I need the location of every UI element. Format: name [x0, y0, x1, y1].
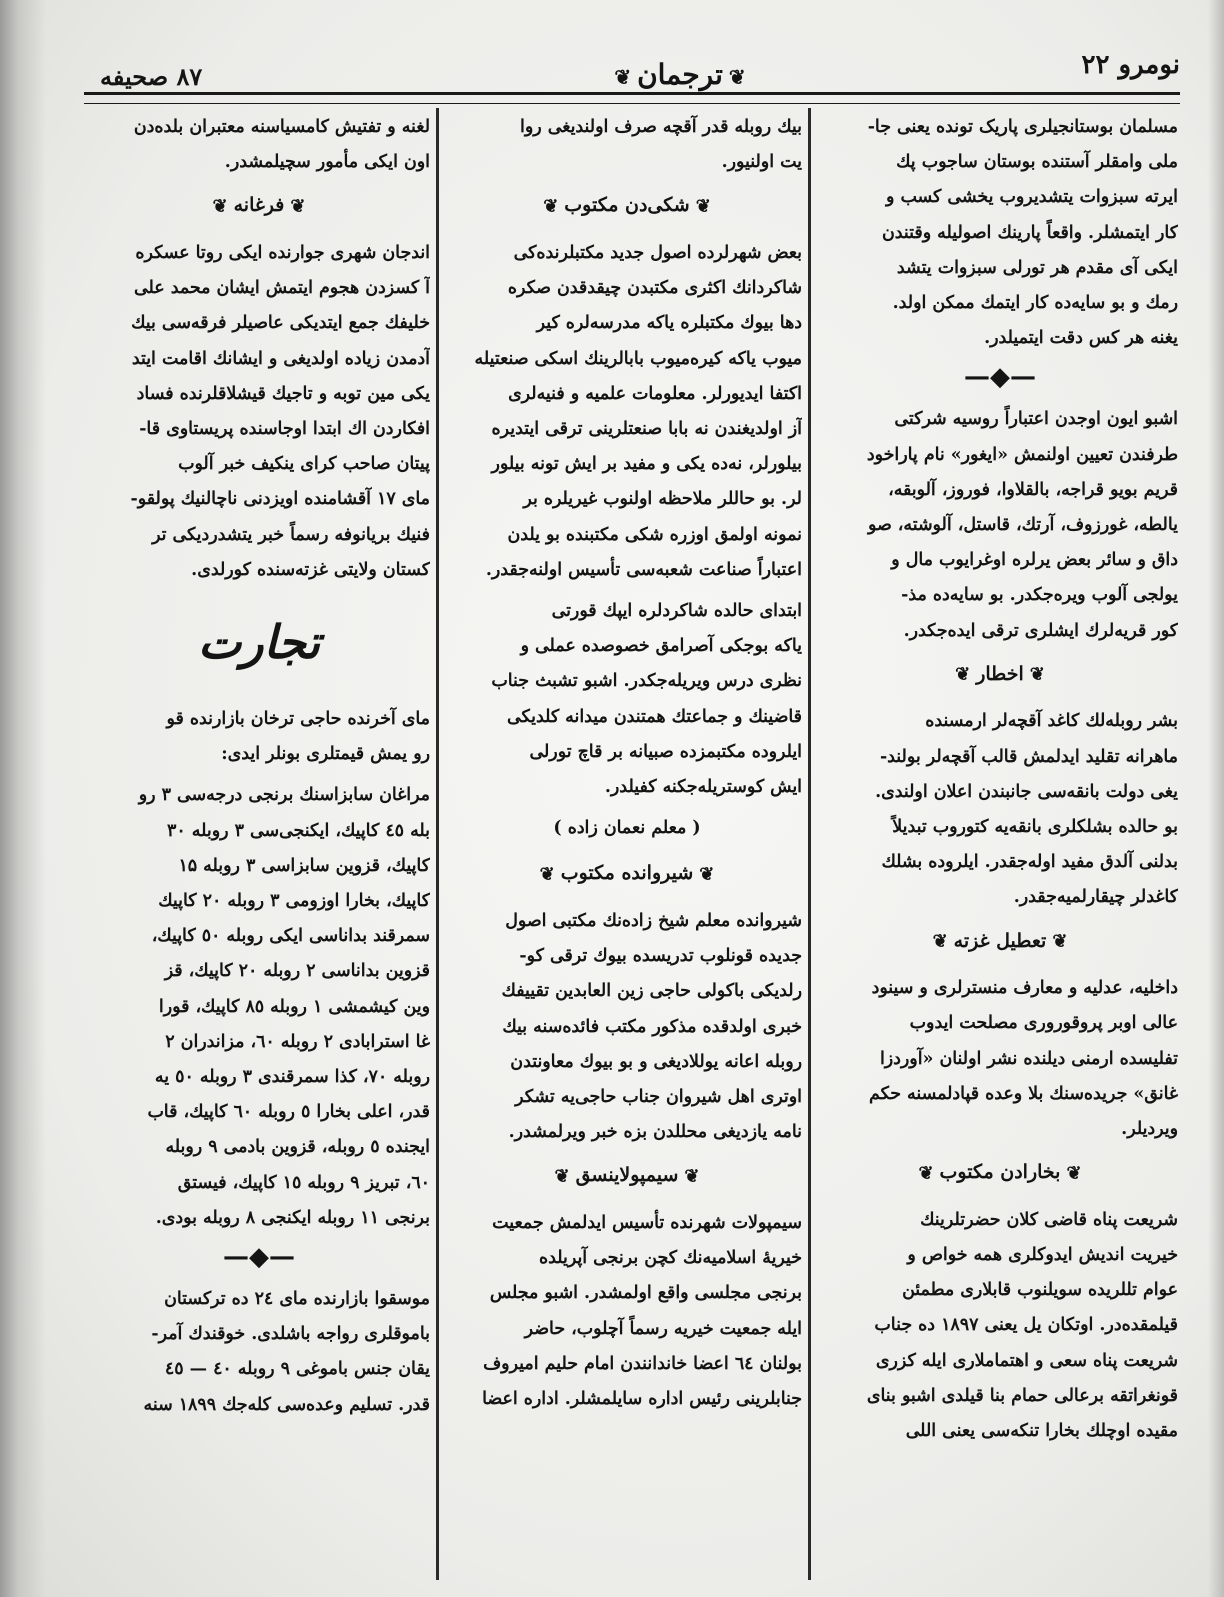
- page-header: [80, 36, 1180, 100]
- text-line: خیریت اندیش ایدوکلری همه خواص و: [907, 1245, 1178, 1266]
- paragraph: [452, 236, 802, 588]
- section-heading: [822, 657, 1178, 693]
- text-line: آدمدن زیاده اولدیغی و ایشانك اقامت ایتد: [131, 348, 430, 369]
- text-line: ملی وامقلر آستنده بوستان ساجوب پك: [896, 152, 1178, 173]
- section-heading: [88, 188, 430, 224]
- section-heading: [822, 1155, 1178, 1191]
- paragraph: [822, 1203, 1178, 1449]
- text-line: یالطه، غورزوف، آرتك، قاستل، آلوشته، صو: [868, 515, 1178, 536]
- text-line: میوب یاکه کیره‌میوب بابالرینك اسکی صنعتیله: [474, 348, 802, 369]
- section-heading: [822, 924, 1178, 960]
- text-line: وین کیشمشی ۱ روبله ۸٥ کاپیك، قورا: [158, 996, 430, 1017]
- text-line: بولنان ٦٤ اعضا خاندانندن امام حلیم امیروف: [483, 1353, 802, 1374]
- ornament-icon: ❦: [543, 195, 559, 217]
- divider-ornament-icon: —◆—: [223, 1242, 295, 1273]
- text-line: ایکی آی مقدم هر تورلی سبزوات یتشد: [896, 257, 1178, 278]
- paragraph: [88, 236, 430, 588]
- text-line: ایجنده ٥ روبله، قزوین بادمی ۹ روبله: [165, 1137, 430, 1158]
- text-line: آ کسزدن هجوم ایتمش ایشان محمد علی: [134, 278, 430, 299]
- column-middle: [452, 110, 802, 1580]
- text-line: یت اولنیور.: [721, 152, 802, 173]
- text-line: جنابلرینی رئیس اداره سایلمشلر. اداره اعضا: [482, 1389, 802, 1410]
- text-line: پیتان صاحب کرای ینکیف خبر آلوب: [178, 454, 430, 475]
- text-line: قزوین بداناسی ۲ روبله ۲۰ کاپیك، قز: [164, 961, 430, 982]
- text-line: شریعت پناه قاضی کلان حضرتلرینك: [920, 1209, 1178, 1230]
- text-line: یکی مین توبه و تاجیك قیشلاقلرنده فساد: [136, 383, 430, 404]
- text-line: یاکه بوجکی آصرامق خصوصده عملی و: [520, 636, 802, 657]
- text-line: شیروانده معلم شیخ زاده‌نك مکتبی اصول: [505, 911, 802, 932]
- text-line: یغنه هر کس دقت ایتمیلدر.: [984, 328, 1178, 349]
- text-line: کاپیك، بخارا اوزومی ۳ روبله ۲۰ کاپیك: [158, 891, 430, 912]
- text-line: بله ٤٥ کاپیك، ایکنجی‌سی ۳ روبله ۳۰: [167, 820, 430, 841]
- text-line: کاپیك، قزوین سابزاسی ۳ روبله ۱۵: [178, 855, 430, 876]
- section-heading: [452, 188, 802, 224]
- text-line: رمك و بو سایه‌ده کار ایتمك ممکن اولد.: [892, 293, 1178, 314]
- text-line: نامه یازدیغی محللدن بزه خبر ویرلمشدر.: [508, 1122, 802, 1143]
- text-line: جدیده قونلوب تدریسده بیوك ترقی کو-: [519, 946, 802, 967]
- ornament-icon: ❦: [918, 1162, 934, 1184]
- text-line: یولجی آلوب ویره‌جکدر. بو سایه‌ده مذ-: [901, 585, 1178, 606]
- text-line: اعتباراً صناعت شعبه‌سی تأسیس اولنه‌جقدر.: [485, 559, 802, 580]
- ornament-icon: ❦: [539, 863, 555, 885]
- text-line: لر. بو حاللر ملاحظه اولنوب غیریلره بر: [523, 489, 802, 510]
- text-line: عوام تللریده سویلنوب قابلاری مطمئن: [902, 1280, 1178, 1301]
- paragraph: [88, 702, 430, 772]
- ornament-icon: ❦: [614, 64, 632, 89]
- text-line: آز اولدیغندن نه بابا صنعتلرینی ترقی ایتدیره: [491, 419, 802, 440]
- text-line: رو یمش قیمتلری بونلر ایدی:: [221, 744, 430, 765]
- text-line: اوتری اهل شیروان جناب حاجی‌یه تشکر: [515, 1087, 802, 1108]
- text-line: ایرته سبزوات یتشدیروب یخشی کسب و: [886, 187, 1178, 208]
- text-line: نظری درس ویریله‌جکدر. اشبو تشبث جناب: [491, 671, 802, 692]
- ornament-icon: ❦: [699, 863, 715, 885]
- section-title: شکی‌دن مکتوب: [564, 194, 690, 217]
- text-line: بیلورلر، نه‌ده یکی و مفید بر ایش تونه بیلور: [491, 454, 802, 475]
- text-line: بعض شهرلرده اصول جدید مکتبلرنده‌کی: [513, 243, 802, 263]
- text-line: شریعت پناه سعی و اهتماملاری ایله کزری: [875, 1350, 1178, 1371]
- paragraph: [88, 778, 430, 1236]
- column-right: [822, 110, 1178, 1580]
- scan-edge-shadow: [0, 0, 46, 1597]
- section-title: فرغانه: [233, 194, 285, 217]
- section-title: تعطیل غزته: [953, 929, 1047, 952]
- text-line: ٦۰، تبریز ۹ روبله ۱٥ کاپیك، فیستق: [177, 1172, 430, 1193]
- section-title: اخطار: [976, 662, 1024, 685]
- paragraph: [822, 971, 1178, 1147]
- text-line: یقان جنس باموغی ۹ روبله ٤۰ — ٤٥: [164, 1359, 430, 1380]
- text-line: ماهرانه تقلید ایدلمش قالب آقچه‌لر بولند-: [879, 746, 1178, 767]
- text-line: قدر. تسلیم وعده‌سی کله‌جك ۱۸۹۹ سنه: [143, 1394, 430, 1415]
- section-title: سیمپولاینسق: [575, 1164, 679, 1187]
- text-line: یغی دولت بانقه‌سی جانبندن اعلان اولندی.: [875, 781, 1178, 802]
- text-line: قریم بویو قراجه، بالقلاوا، فوروز، آلوبقه،: [888, 479, 1178, 500]
- text-line: مسلمان بوستانجیلری پاریک تونده یعنی جا-: [867, 117, 1178, 137]
- ornament-icon: ❦: [554, 1165, 570, 1187]
- text-line: سیمپولات شهرنده تأسیس ایدلمش جمعیت: [492, 1213, 802, 1234]
- text-line: اشبو ایون اوجدن اعتباراً روسیه شرکتی: [894, 409, 1178, 430]
- text-line: دها بیوك مکتبلره یاکه مدرسه‌لره کیر: [536, 313, 802, 334]
- section-title: شیروانده مکتوب: [560, 862, 694, 885]
- text-line: کاغدلر چیقارلمیه‌جقدر.: [1013, 887, 1178, 908]
- text-line: لغنه و تفتیش کامسیاسنه معتبران بلده‌دن: [133, 117, 430, 137]
- text-line: روبله ۷۰، کذا سمرقندی ۳ روبله ٥۰ یه: [154, 1067, 430, 1088]
- paragraph: [88, 1282, 430, 1423]
- ornament-icon: ❦: [728, 64, 746, 89]
- text-line: ابتدای حالده شاکردلره ایپك قورتی: [551, 601, 802, 622]
- text-line: تفلیسده ارمنی دیلنده نشر اولنان «آوردزا: [879, 1048, 1178, 1069]
- text-line: داق و سائر بعض یرلره اوغرایوب مال و: [891, 550, 1178, 571]
- ornament-icon: ❦: [695, 195, 711, 217]
- paragraph: [822, 402, 1178, 648]
- text-line: افکاردن اك ابتدا اوجاسنده پریستاوی قا-: [139, 419, 430, 440]
- scan-edge-shadow: [1208, 0, 1224, 1597]
- text-line: اندجان شهری جوارنده ایکی روتا عسکره: [135, 243, 430, 263]
- text-line: بو حالده بشلکلری بانقه‌یه کتوروب تبدیلاً: [892, 817, 1178, 838]
- issue-number: نومرو ۲۲: [1081, 50, 1180, 80]
- text-line: بدلنی آلدق مفید اوله‌جقدر. ایلروده بشلك: [881, 852, 1178, 873]
- ornament-icon: ❦: [1066, 1162, 1082, 1184]
- section-title-commerce: تجارت: [197, 615, 321, 670]
- paragraph: [822, 704, 1178, 915]
- ornament-icon: ❦: [955, 664, 971, 686]
- text-line: کستان ولایتی غزته‌سنده کورلدی.: [191, 559, 430, 580]
- text-line: خیریهٔ اسلامیه‌نك کچن برنجی آپریلده: [539, 1248, 802, 1269]
- divider-ornament-icon: —◆—: [964, 362, 1036, 393]
- text-line: ایلروده مکتبمزده صبیانه بر قاچ تورلی: [529, 741, 802, 762]
- ornament-icon: ❦: [212, 195, 228, 217]
- text-line: مای ۱۷ آقشامنده اویزدنی ناچالنیك پولقو-: [130, 489, 430, 510]
- text-line: قدر، اعلی بخارا ٥ روبله ٦۰ کاپیك، قاب: [147, 1102, 430, 1123]
- masthead: [580, 58, 780, 91]
- text-line: رلدیکی باکولی حاجی زین العابدین تقییفك: [501, 981, 802, 1002]
- text-line: مراغان سابزاسنك برنجی درجه‌سی ۳ رو: [138, 785, 430, 806]
- text-line: مای آخرنده حاجی ترخان بازارنده قو: [166, 709, 430, 730]
- text-line: روبله اعانه یوللادیغی و بو بیوك معاونتدن: [510, 1051, 802, 1072]
- text-line: کور قریه‌لرك ایشلری ترقی ایده‌جکدر.: [903, 620, 1178, 641]
- column-divider: [808, 108, 811, 1580]
- paragraph: [452, 904, 802, 1150]
- text-line: قاضینك و جماعتك همتندن میدانه کلدیکی: [507, 706, 802, 727]
- text-line: باموقلری رواجه باشلدی. خوقندك آمر-: [151, 1324, 430, 1345]
- paragraph: [88, 110, 430, 180]
- text-line: فنیك بریانوفه رسماً خبر یتشدردیکی تر: [152, 524, 430, 545]
- text-line: بیك روبله قدر آقچه صرف اولندیغی روا: [520, 117, 802, 137]
- text-line: اکتفا ایدیورلر. معلومات علمیه و فنیه‌لری: [508, 383, 802, 404]
- newspaper-title: ترجمان: [637, 58, 723, 91]
- paragraph: [822, 110, 1178, 356]
- paragraph: [452, 594, 802, 805]
- text-line: سمرقند بداناسی ایکی روبله ٥۰ کاپیك،: [151, 926, 430, 947]
- text-line: بشر روبله‌لك کاغد آقچه‌لر ارمسنده: [925, 711, 1178, 732]
- text-line: ایله جمعیت خیریه رسماً آچلوب، حاضر: [524, 1318, 802, 1339]
- text-line: کار ایتمشلر. واقعاً پارینك اصولیله وقتندن: [882, 222, 1178, 243]
- text-line: ویردیلر.: [1121, 1119, 1178, 1140]
- text-line: برنجی مجلسی واقع اولمشدر. اشبو مجلس: [489, 1283, 802, 1304]
- paragraph: [452, 110, 802, 180]
- text-line: موسقوا بازارنده مای ۲٤ ده ترکستان: [164, 1289, 430, 1310]
- header-rule: [84, 92, 1180, 104]
- text-line: قیلمقده‌در. اوتکان یل یعنی ۱۸۹۷ ده جناب: [874, 1315, 1178, 1336]
- page-number: ۸۷ صحیفه: [100, 62, 203, 91]
- column-divider: [436, 108, 439, 1580]
- section-heading: [452, 1158, 802, 1194]
- text-line: قونغراتقه برعالی حمام بنا قیلدی اشبو بنای: [866, 1385, 1178, 1406]
- text-line: اون ایکی مأمور سچیلمشدر.: [224, 152, 430, 173]
- text-line: نمونه اولمق اوزره شکی مکتبنده بو یلدن: [507, 524, 802, 545]
- text-line: عالی اوبر پروقوروری مصلحت ایدوب: [909, 1013, 1178, 1034]
- text-line: شاکردانك اکثری مکتبدن چیقدقدن صکره: [507, 278, 802, 299]
- section-heading: [452, 856, 802, 892]
- text-line: غا استرابادی ۲ روبله ٦۰، مزاندران ۲: [165, 1031, 430, 1052]
- text-line: مقیده اوچلك بخارا تنکه‌سی یعنی اللی: [905, 1421, 1178, 1442]
- ornament-icon: ❦: [684, 1165, 700, 1187]
- text-line: غانق» جریده‌سنك بلا وعده قپادلمسنه حکم: [869, 1083, 1178, 1104]
- text-line: طرفندن تعیین اولنمش «ایغور» نام پاراخود: [866, 444, 1178, 465]
- ornament-icon: ❦: [932, 931, 948, 953]
- text-line: خبری اولدقده مذکور مکتب فائده‌سنه بیك: [502, 1016, 802, 1037]
- ornament-icon: ❦: [1052, 931, 1068, 953]
- text-line: ایش کوستریله‌جکنه کفیلدر.: [604, 777, 802, 798]
- text-line: خلیفك جمع ایتدیکی عاصیلر فرقه‌سی بیك: [131, 313, 430, 334]
- text-line: داخلیه، عدلیه و معارف منسترلری و سینود: [871, 978, 1178, 999]
- signature: ( معلم نعمان زاده ): [553, 818, 701, 839]
- ornament-icon: ❦: [1029, 664, 1045, 686]
- text-line: برنجی ۱۱ روبله ایکنجی ۸ روبله بودی.: [155, 1207, 430, 1228]
- column-left: [88, 110, 430, 1580]
- section-title: بخارادن مکتوب: [939, 1161, 1061, 1184]
- paragraph: [452, 1206, 802, 1417]
- ornament-icon: ❦: [290, 195, 306, 217]
